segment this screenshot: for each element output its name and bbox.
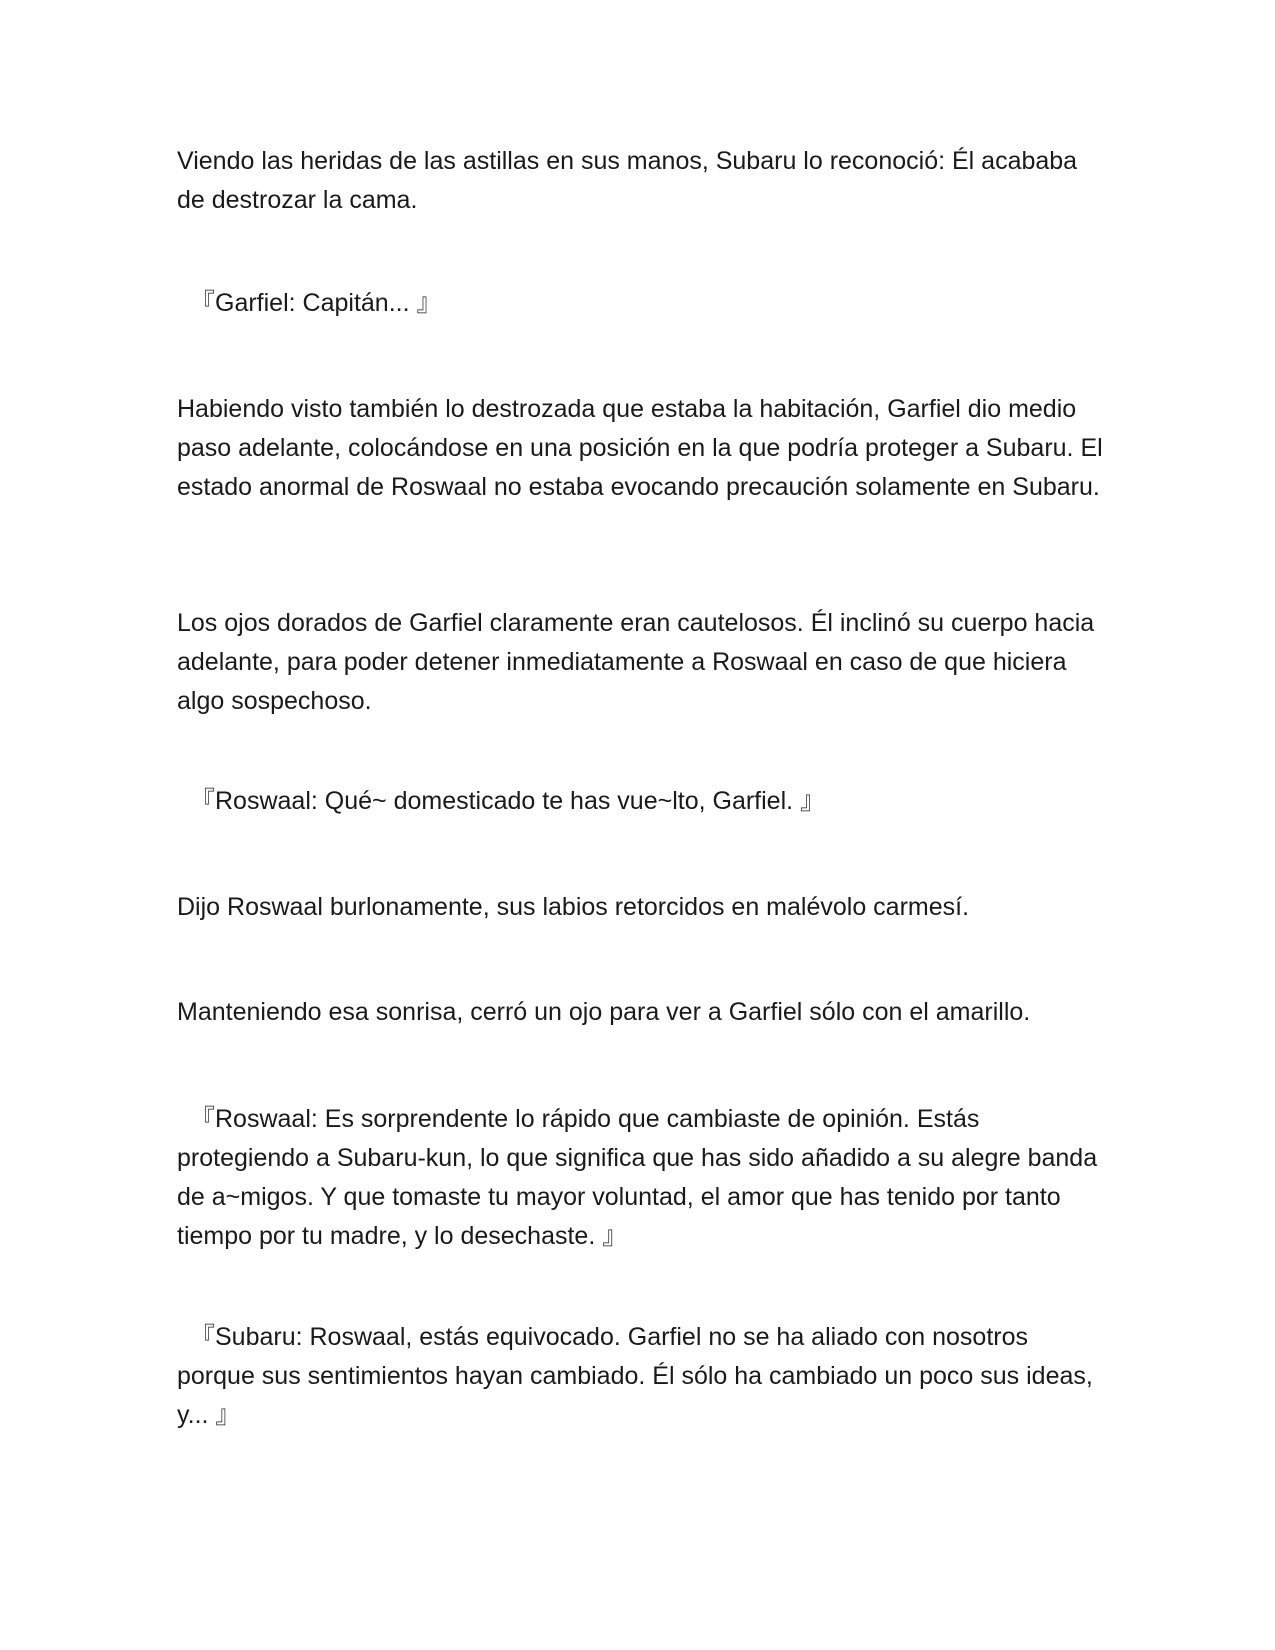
paragraph-narration: Manteniendo esa sonrisa, cerró un ojo para ver a Garfiel sólo con el amarillo. [177,998,1031,1026]
paragraph-dialogue: 『Subaru: Roswaal, estás equivocado. Garfiel no se ha aliado con nosotros porque sus sentimientos hayan cambiado. Él sólo ha cambiado un poco sus ideas, y... 』 [177,1323,1093,1429]
paragraph-narration: Habiendo visto también lo destrozada que estaba la habitación, Garfiel dio medio paso adelante, colocándose en una posición en la que podría proteger a Subaru. El estado anormal de Roswaal no estaba evocando precaución solamente en Subaru. [177,395,1103,501]
paragraph-narration: Viendo las heridas de las astillas en sus manos, Subaru lo reconoció: Él acababa de destrozar la cama. [177,147,1078,214]
paragraph-dialogue: 『Roswaal: Qué~ domesticado te has vue~lto, Garfiel. 』 [190,787,826,815]
paragraph-dialogue: 『Roswaal: Es sorprendente lo rápido que cambiaste de opinión. Estás protegiendo a Subaru-kun, lo que significa que has sido añadido a su alegre banda de a~migos. Y que tomaste tu mayor voluntad, el amor que has tenido por tanto tiempo por tu madre, y lo desechaste. 』 [177,1105,1098,1250]
paragraph-narration: Dijo Roswaal burlonamente, sus labios retorcidos en malévolo carmesí. [177,893,970,921]
paragraph-dialogue: 『Garfiel: Capitán... 』 [190,289,442,317]
paragraph-narration: Los ojos dorados de Garfiel claramente eran cautelosos. Él inclinó su cuerpo hacia adelante, para poder detener inmediatamente a Roswaal en caso de que hiciera algo sospechoso. [177,609,1095,715]
